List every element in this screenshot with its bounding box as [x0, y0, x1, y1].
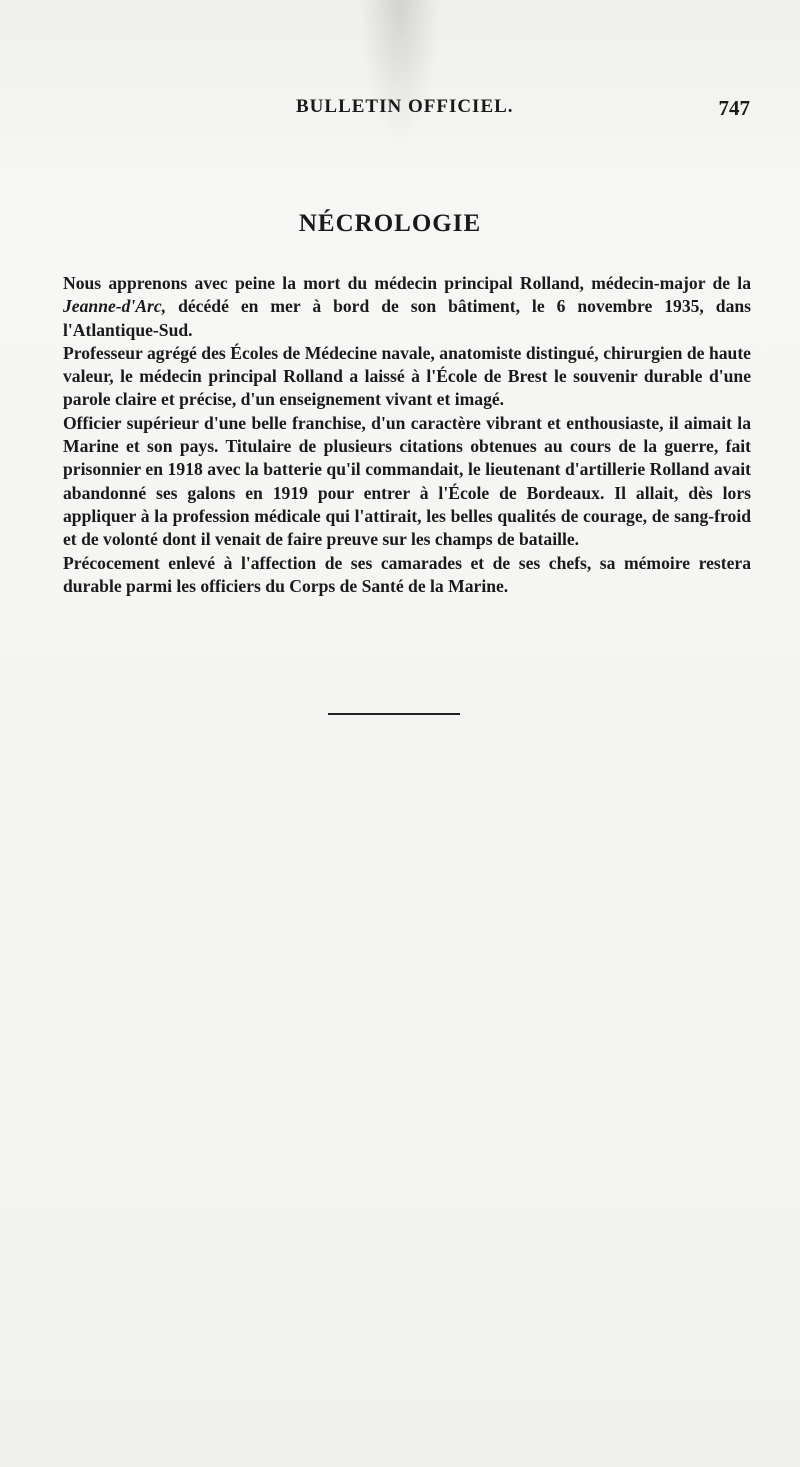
paragraph-3: Officier supérieur d'une belle franchise, d'un caractère vibrant et enthousiaste, il aimait la Marine et son pays. Titulaire de plusieurs citations obtenues au cours de la guerre, fait prisonnier en 1918 avec la batterie qu'il commandait, le lieutenant d'artillerie Rolland avait abandonné ses galons en 1919 pour entrer à l'École de Bordeaux. Il allait, dès lors appliquer à la profession médicale qui l'attirait, les belles qualités de courage, de sang-froid et de volonté dont il venait de faire preuve sur les champs de bataille. [63, 412, 751, 550]
page-number: 747 [718, 96, 750, 120]
closing-rule [328, 713, 460, 715]
paragraph-1 [63, 272, 751, 342]
paragraph-4: Précocement enlevé à l'affection de ses camarades et de ses chefs, sa mémoire restera durable parmi les officiers du Corps de Santé de la Marine. [63, 552, 751, 596]
paragraph-1-text-start: Nous apprenons avec peine la mort du médecin principal Rolland, médecin-major de la [63, 273, 751, 293]
paragraph-1-text-end: décédé en mer à bord de son bâtiment, le 6 novembre 1935, dans l'Atlantique-Sud. [63, 296, 751, 340]
running-header [0, 96, 800, 126]
running-title: BULLETIN OFFICIEL. [296, 96, 514, 117]
section-title: NÉCROLOGIE [298, 210, 482, 237]
article-body [63, 272, 751, 598]
ship-name: Jeanne-d'Arc, [63, 296, 167, 317]
paragraph-2: Professeur agrégé des Écoles de Médecine navale, anatomiste distingué, chirurgien de haute valeur, le médecin principal Rolland a laissé à l'École de Brest le souvenir durable d'une parole claire et précise, d'un enseignement vivant et imagé. [63, 342, 751, 410]
